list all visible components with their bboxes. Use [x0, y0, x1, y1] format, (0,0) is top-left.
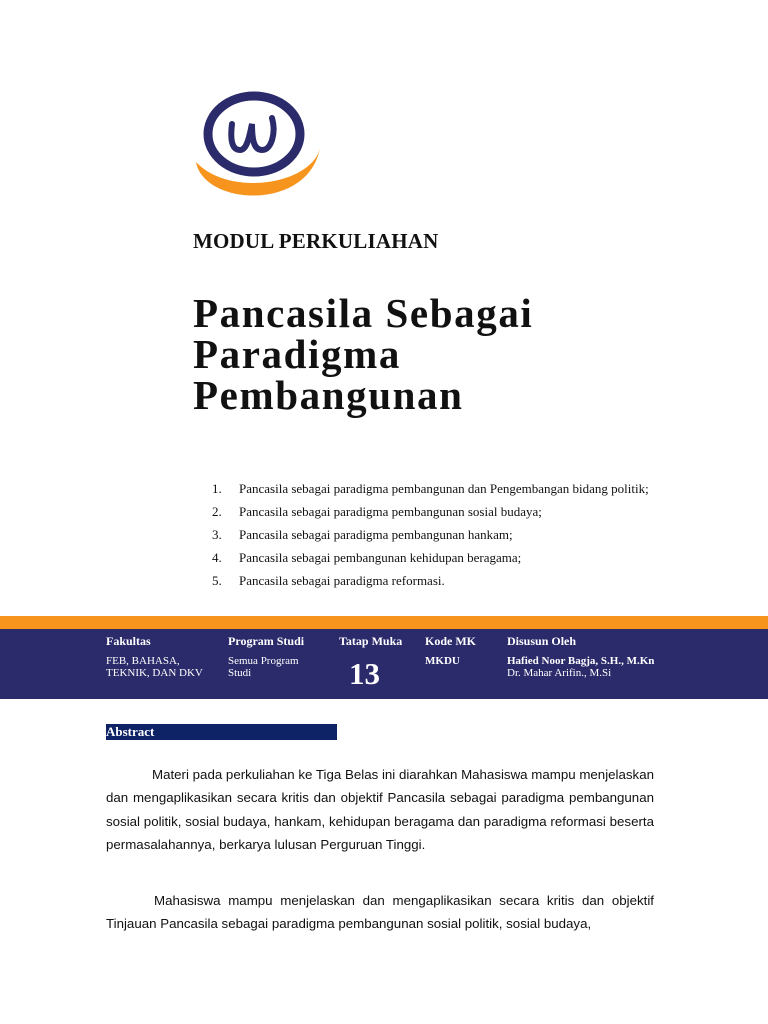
module-subtitle: MODUL PERKULIAHAN [193, 229, 439, 253]
list-item: 1. Pancasila sebagai paradigma pembangunan dan Pengembangan bidang politik; [212, 481, 649, 496]
title-line-1: Pancasila Sebagai [193, 290, 534, 336]
tatap-muka-label: Tatap Muka [339, 634, 403, 648]
fakultas-value: FEB, BAHASA, TEKNIK, DAN DKV [106, 655, 203, 679]
abstract-paragraph-1: Materi pada perkuliahan ke Tiga Belas ini diarahkan Mahasiswa mampu menjelaskan dan mengaplikasikan secara kritis dan objektif Pancasila sebagai paradigma pembangunan sosial politik, sosial budaya, hankam, kehidupan beragama dan paradigma reformasi beserta permasalahannya, berkarya lulusan Perguruan Tinggi. [106, 767, 654, 853]
abstract-paragraph-2: Mahasiswa mampu menjelaskan dan mengaplikasikan secara kritis dan objektif Tinjauan Pancasila sebagai paradigma pembangunan sosial politik, sosial budaya, [106, 893, 654, 932]
fakultas-label: Fakultas [106, 634, 151, 648]
list-item: 3. Pancasila sebagai paradigma pembangunan hankam; [212, 527, 513, 542]
author-2: Dr. Mahar Arifin., M.Si [507, 667, 612, 679]
title-line-2: Paradigma [193, 331, 401, 377]
document-title [193, 290, 713, 418]
kode-mk-label: Kode MK [425, 634, 476, 648]
authors [507, 655, 654, 679]
kode-mk-value: MKDU [425, 655, 460, 667]
course-info-band [0, 629, 768, 699]
university-logo-icon [190, 88, 324, 210]
prodi-value: Semua Program Studi [228, 655, 299, 679]
prodi-label: Program Studi [228, 634, 305, 648]
abstract-heading: Abstract [106, 724, 337, 740]
orange-divider [0, 616, 768, 629]
title-line-3: Pembangunan [193, 372, 464, 418]
disusun-label: Disusun Oleh [507, 634, 577, 648]
list-item: 4. Pancasila sebagai pembangunan kehidupan beragama; [212, 550, 522, 565]
list-item: 5. Pancasila sebagai paradigma reformasi. [212, 573, 445, 588]
topic-list [212, 477, 649, 592]
tatap-muka-value: 13 [349, 656, 380, 691]
list-item: 2. Pancasila sebagai paradigma pembangunan sosial budaya; [212, 504, 542, 519]
author-1: Hafied Noor Bagja, S.H., M.Kn [507, 655, 655, 667]
